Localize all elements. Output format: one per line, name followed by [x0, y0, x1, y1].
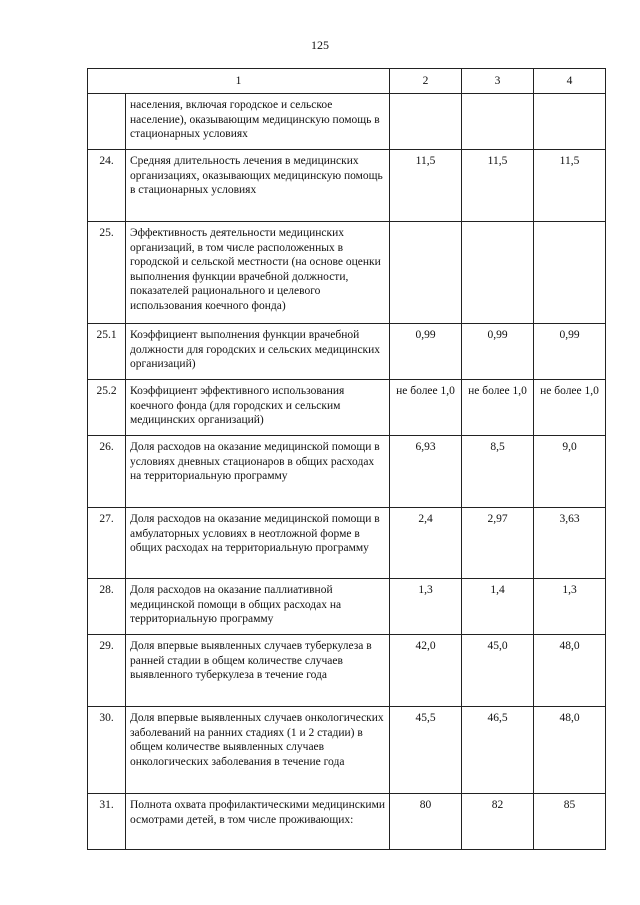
header-col-2: 2 [390, 69, 462, 94]
row-value-col-2: 6,93 [390, 436, 462, 508]
row-value-col-2: 1,3 [390, 579, 462, 635]
row-value-col-4: 48,0 [534, 707, 606, 794]
row-value-col-3: 11,5 [462, 150, 534, 222]
table-row [88, 94, 606, 150]
row-description: Доля расходов на оказание медицинской помощи в условиях дневных стационаров в общих расходах на территориальную программу [126, 436, 390, 508]
row-value-col-3: 45,0 [462, 635, 534, 707]
row-value-col-3: 82 [462, 794, 534, 850]
row-value-col-3: 8,5 [462, 436, 534, 508]
table-row [88, 380, 606, 436]
row-value-col-2: 0,99 [390, 324, 462, 380]
table-row [88, 794, 606, 850]
indicators-table [87, 68, 606, 850]
row-value-col-3: 2,97 [462, 508, 534, 579]
row-value-col-4: 0,99 [534, 324, 606, 380]
row-value-col-4: не более 1,0 [534, 380, 606, 436]
row-number: 24. [88, 150, 126, 222]
row-number: 28. [88, 579, 126, 635]
table-row [88, 707, 606, 794]
header-col-3: 3 [462, 69, 534, 94]
row-description: Эффективность деятельности медицинских организаций, в том числе расположенных в городской и сельской местности (на основе оценки выполнения функции врачебной должности, показателей рационального и целевого использования коечного фонда) [126, 222, 390, 324]
table-row [88, 579, 606, 635]
row-value-col-4 [534, 222, 606, 324]
row-number: 31. [88, 794, 126, 850]
row-value-col-2: 80 [390, 794, 462, 850]
row-description: Полнота охвата профилактическими медицинскими осмотрами детей, в том числе проживающих: [126, 794, 390, 850]
header-col-1: 1 [88, 69, 390, 94]
row-number: 27. [88, 508, 126, 579]
row-value-col-4: 1,3 [534, 579, 606, 635]
row-number: 25.2 [88, 380, 126, 436]
row-number: 29. [88, 635, 126, 707]
header-col-4: 4 [534, 69, 606, 94]
table-row [88, 222, 606, 324]
row-description: Коэффициент выполнения функции врачебной должности для городских и сельских медицинских организаций) [126, 324, 390, 380]
row-value-col-3: 0,99 [462, 324, 534, 380]
row-number: 30. [88, 707, 126, 794]
row-value-col-3: не более 1,0 [462, 380, 534, 436]
row-value-col-4: 48,0 [534, 635, 606, 707]
row-value-col-2 [390, 222, 462, 324]
table-row [88, 150, 606, 222]
row-value-col-2 [390, 94, 462, 150]
row-value-col-2: 2,4 [390, 508, 462, 579]
row-number [88, 94, 126, 150]
row-value-col-3 [462, 94, 534, 150]
row-description: Доля впервые выявленных случаев туберкулеза в ранней стадии в общем количестве случаев выявленного туберкулеза в течение года [126, 635, 390, 707]
row-value-col-3 [462, 222, 534, 324]
row-value-col-2: 11,5 [390, 150, 462, 222]
table-row [88, 324, 606, 380]
row-value-col-4: 9,0 [534, 436, 606, 508]
page-number: 125 [311, 38, 329, 52]
row-description: Коэффициент эффективного использования коечного фонда (для городских и сельским медицинских организаций) [126, 380, 390, 436]
row-description: Доля впервые выявленных случаев онкологических заболеваний на ранних стадиях (1 и 2 стадии) в общем количестве выявленных случаев онкологических заболевания в течение года [126, 707, 390, 794]
table-body [88, 94, 606, 850]
row-description: Средняя длительность лечения в медицинских организациях, оказывающих медицинскую помощь в стационарных условиях [126, 150, 390, 222]
row-description: Доля расходов на оказание медицинской помощи в амбулаторных условиях в неотложной форме в общих расходах на территориальную программу [126, 508, 390, 579]
row-value-col-2: 42,0 [390, 635, 462, 707]
row-number: 25.1 [88, 324, 126, 380]
table-row [88, 635, 606, 707]
row-value-col-3: 1,4 [462, 579, 534, 635]
row-value-col-3: 46,5 [462, 707, 534, 794]
row-value-col-2: не более 1,0 [390, 380, 462, 436]
table-header-row [88, 69, 606, 94]
row-description: населения, включая городское и сельское население), оказывающим медицинскую помощь в стационарных условиях [126, 94, 390, 150]
table-row [88, 508, 606, 579]
table-row [88, 436, 606, 508]
row-value-col-4: 3,63 [534, 508, 606, 579]
row-value-col-4: 11,5 [534, 150, 606, 222]
row-number: 25. [88, 222, 126, 324]
row-description: Доля расходов на оказание паллиативной медицинской помощи в общих расходах на территориальную программу [126, 579, 390, 635]
row-number: 26. [88, 436, 126, 508]
row-value-col-2: 45,5 [390, 707, 462, 794]
row-value-col-4: 85 [534, 794, 606, 850]
row-value-col-4 [534, 94, 606, 150]
